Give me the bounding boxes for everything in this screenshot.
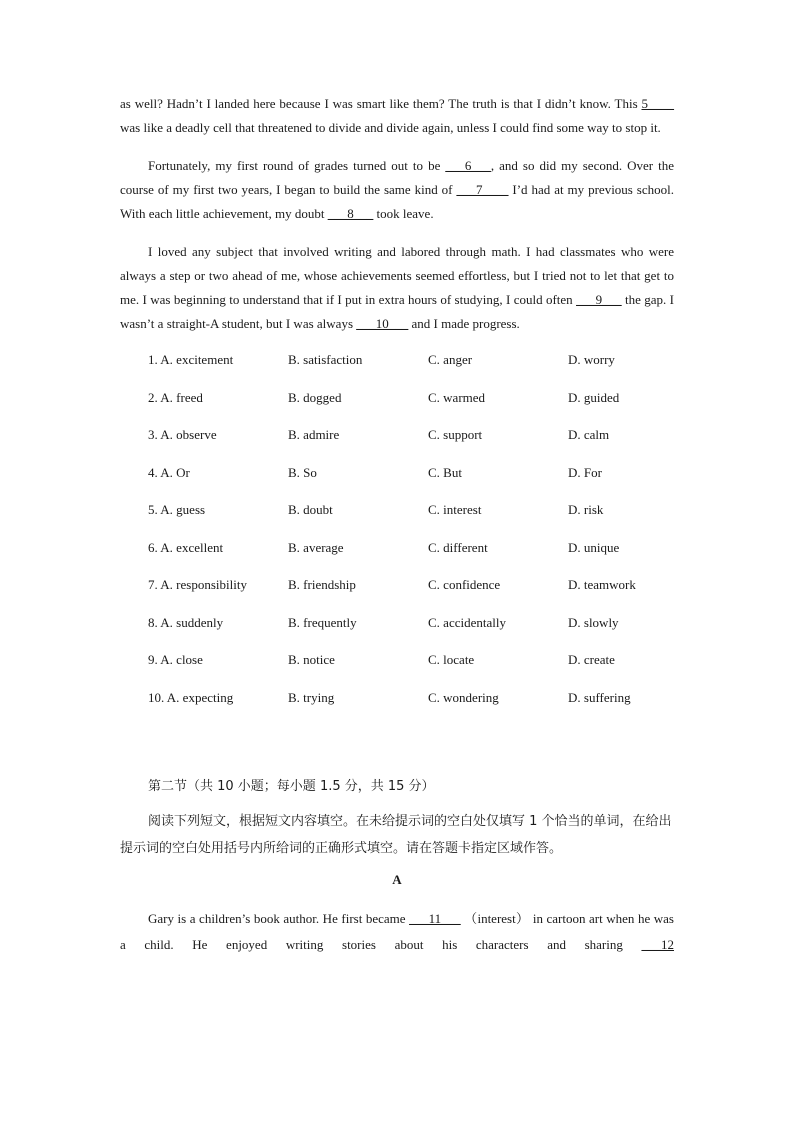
option-d: D. guided — [568, 389, 620, 405]
blank-5: 5____ — [641, 96, 674, 111]
option-c: C. But — [428, 464, 462, 480]
option-row — [120, 688, 674, 726]
option-d: D. For — [568, 464, 602, 480]
text: I’d had at my previous school. With each little achievement, my doubt — [120, 182, 674, 221]
option-row — [120, 388, 674, 426]
text: and I made progress. — [408, 316, 520, 331]
option-b: B. average — [288, 539, 344, 555]
blank-12: ___12 — [641, 937, 674, 952]
passage-paragraph-3 — [120, 240, 674, 336]
option-b: B. trying — [288, 689, 335, 705]
option-d: D. calm — [568, 427, 610, 442]
option-c: C. locate — [428, 652, 475, 667]
text: as well? Hadn’t I landed here because I was smart like them? The truth is that I didn’t know. This — [120, 96, 642, 111]
option-row — [120, 350, 674, 388]
text: I loved any subject that involved writing and labored through math. I had classmates who were always a step or two ahead of me, whose achievements seemed effortless, but I tried not to let that get to me. I was beginning to understand that if I put in extra hours of studying, I could often — [120, 244, 674, 307]
blank-8: ___8___ — [327, 206, 374, 221]
option-a: 8. A. suddenly — [148, 614, 224, 630]
option-c: C. accidentally — [428, 614, 506, 630]
blank-10: ___10___ — [356, 316, 409, 331]
option-b: B. satisfaction — [288, 352, 363, 367]
option-row — [120, 650, 674, 688]
option-c: C. interest — [428, 502, 482, 517]
option-row — [120, 613, 674, 651]
option-d: D. unique — [568, 539, 620, 555]
option-d: D. slowly — [568, 614, 619, 630]
part-label: A — [392, 872, 402, 887]
option-d: D. teamwork — [568, 577, 636, 592]
section-heading: 第二节（共 10 小题；每小题 1.5 分，共 15 分） — [148, 779, 435, 794]
option-a: 9. A. close — [148, 652, 203, 667]
option-a: 5. A. guess — [148, 502, 206, 517]
option-a: 6. A. excellent — [148, 539, 224, 555]
option-row — [120, 575, 674, 613]
text: Gary is a children’s book author. He first became — [148, 911, 410, 926]
text: the gap. I wasn’t a straight-A student, but I was always — [120, 292, 674, 331]
option-c: C. confidence — [428, 577, 501, 592]
passage-a-paragraph — [120, 906, 674, 958]
option-d: D. create — [568, 652, 615, 667]
section-instruction: 阅读下列短文，根据短文内容填空。在未给提示词的空白处仅填写 1 个恰当的单词，在给出提示词的空白处用括号内所给词的正确形式填空。请在答题卡指定区域作答。 — [120, 814, 672, 856]
option-c: C. different — [428, 539, 488, 555]
text: took leave. — [373, 206, 434, 221]
text: （interest） in cartoon art when he was a child. He enjoyed writing stories about his characters and sharing — [120, 911, 674, 952]
option-b: B. doubt — [288, 502, 333, 517]
text: was like a deadly cell that threatened to divide and divide again, unless I could find some way to stop it. — [120, 120, 661, 135]
text: , and so did my second. Over the course of my first two years, I began to build the same kind of — [120, 158, 674, 197]
passage-paragraph-1 — [120, 92, 674, 140]
option-row — [120, 500, 674, 538]
option-d: D. worry — [568, 352, 615, 367]
option-d: D. risk — [568, 502, 604, 517]
option-a: 4. A. Or — [148, 464, 190, 480]
text: Fortunately, my first round of grades turned out to be — [148, 158, 446, 173]
options-list — [120, 350, 674, 725]
option-b: B. dogged — [288, 389, 342, 405]
option-a: 1. A. excitement — [148, 352, 234, 367]
option-c: C. anger — [428, 352, 473, 367]
option-c: C. wondering — [428, 689, 499, 705]
option-b: B. notice — [288, 652, 335, 667]
document-page — [120, 92, 674, 958]
blank-9: ___9___ — [576, 292, 622, 307]
option-a: 3. A. observe — [148, 427, 217, 442]
passage-paragraph-2 — [120, 154, 674, 226]
option-row — [120, 538, 674, 576]
option-d: D. suffering — [568, 689, 631, 705]
blank-7: ___7____ — [456, 182, 509, 197]
option-c: C. warmed — [428, 389, 486, 405]
option-b: B. frequently — [288, 614, 357, 630]
option-b: B. So — [288, 464, 317, 480]
blank-11: ___11___ — [409, 911, 461, 926]
option-a: 2. A. freed — [148, 389, 203, 405]
option-a: 10. A. expecting — [148, 689, 234, 705]
option-c: C. support — [428, 427, 483, 442]
option-row — [120, 463, 674, 501]
option-a: 7. A. responsibility — [148, 577, 247, 592]
option-row — [120, 425, 674, 463]
blank-6: ___6___ — [445, 158, 491, 173]
option-b: B. admire — [288, 427, 340, 442]
option-b: B. friendship — [288, 577, 356, 592]
